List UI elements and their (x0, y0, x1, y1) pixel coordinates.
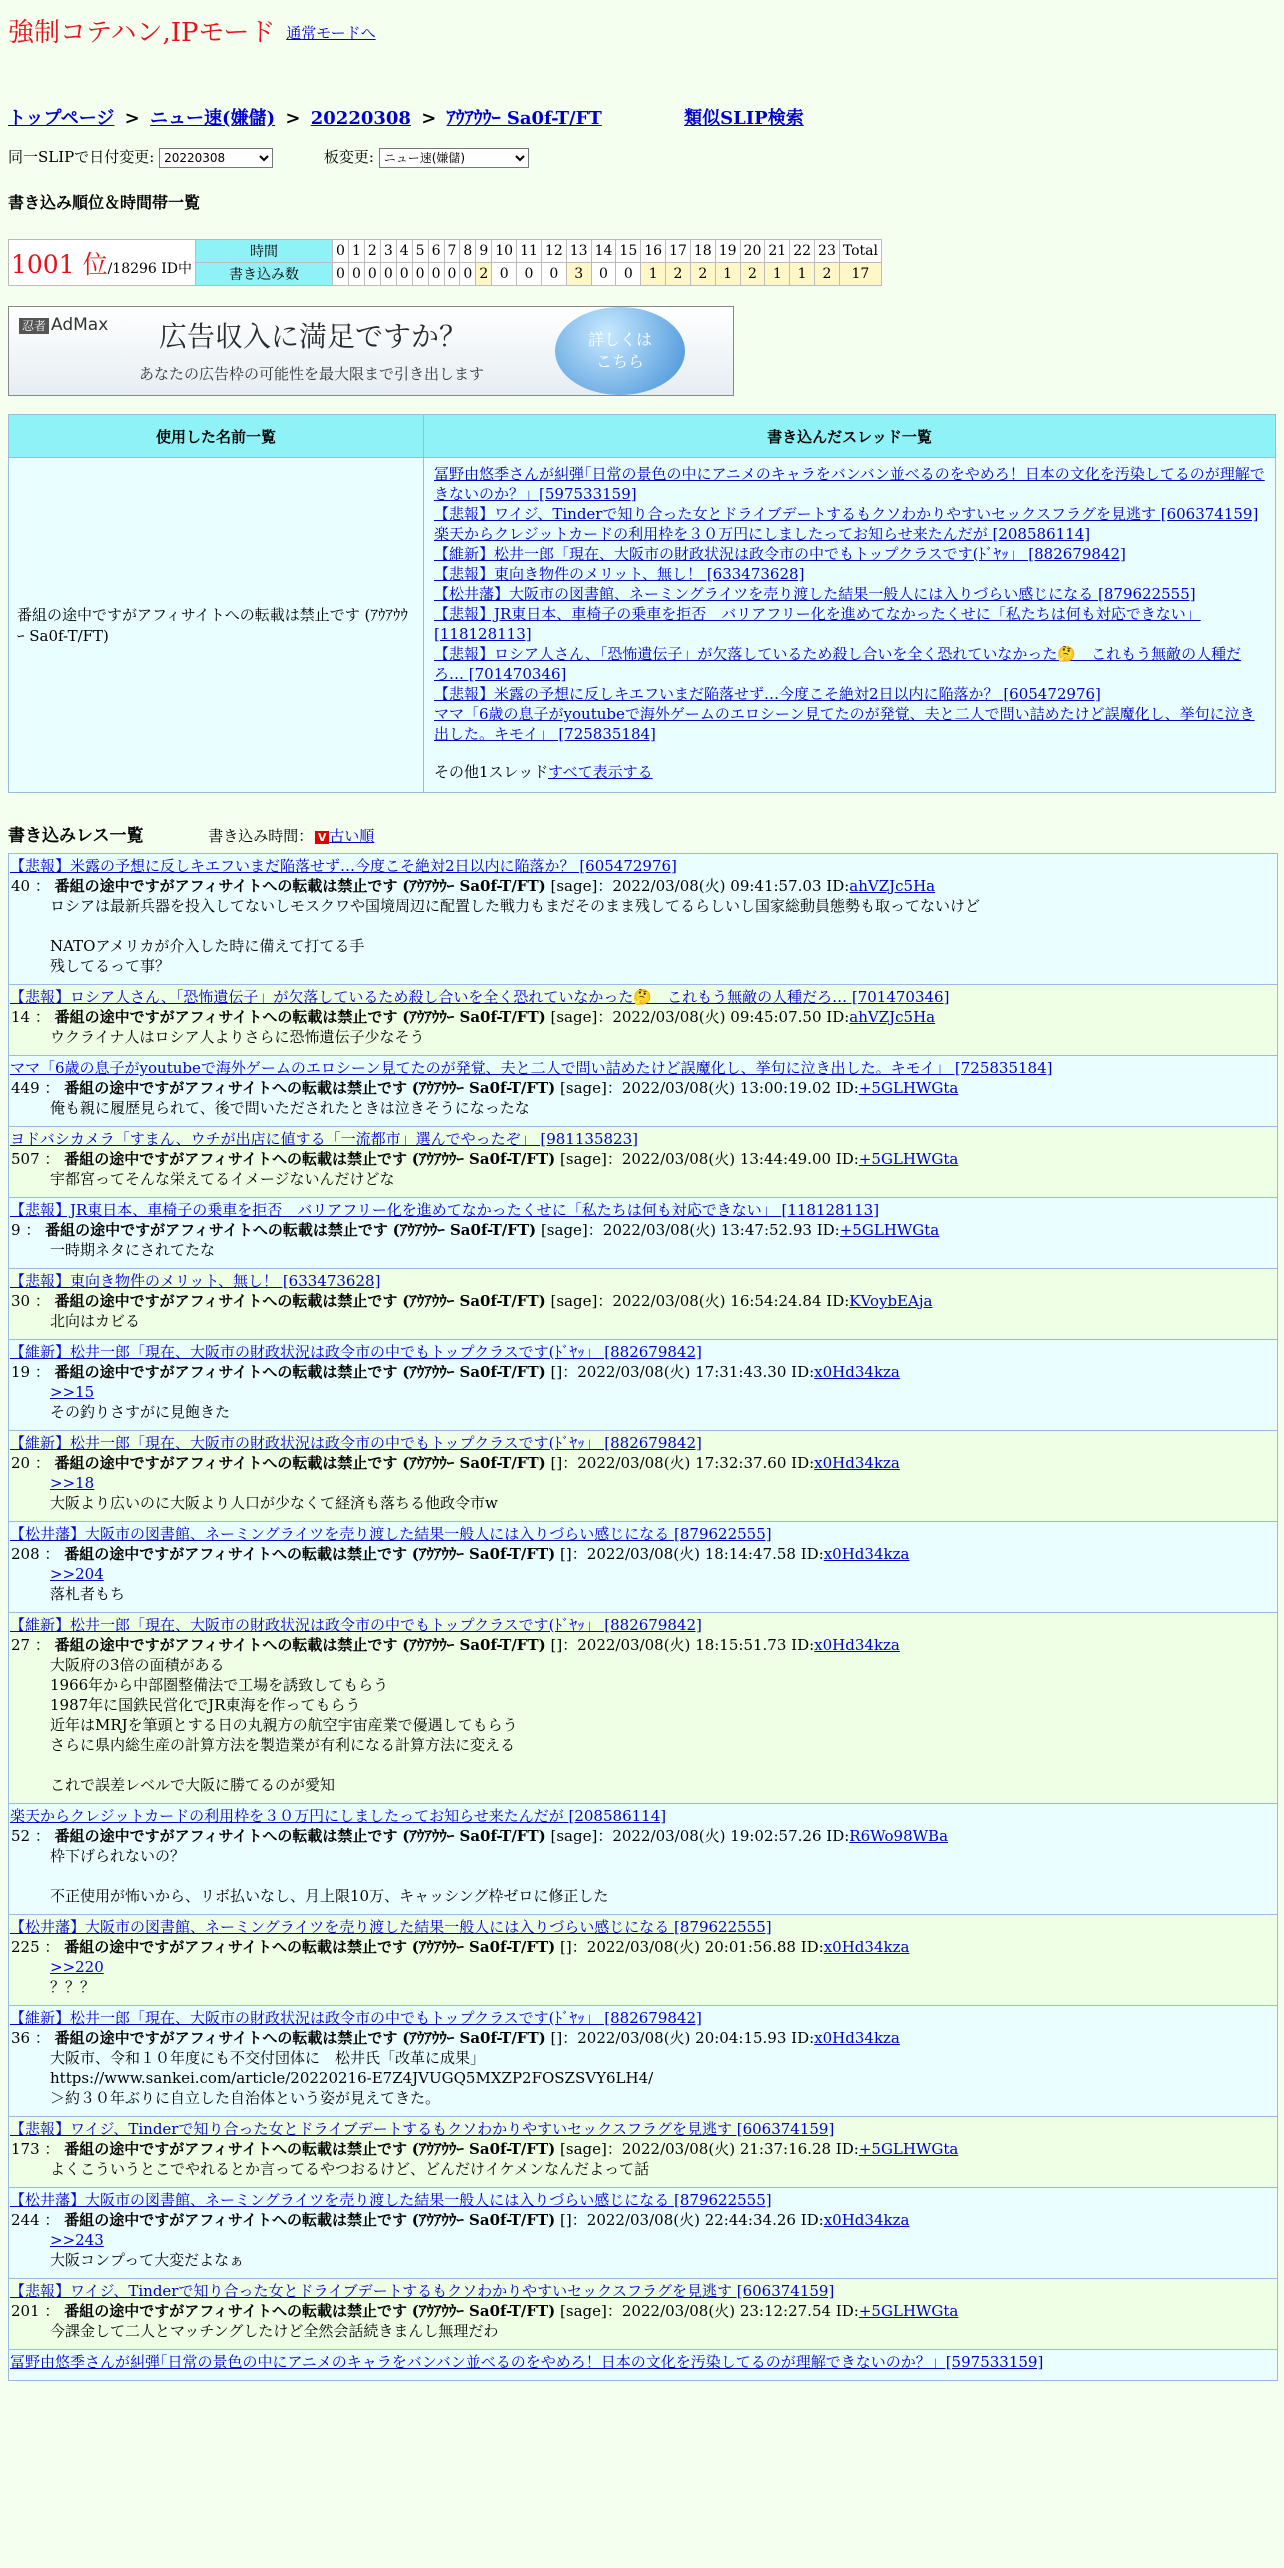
post-mail: [sage] (560, 1150, 607, 1168)
breadcrumb-top-link[interactable]: トップページ (8, 108, 115, 129)
post-slip: (ｱｳｱｳｳｰ Sa0f-T/FT) (411, 1545, 556, 1563)
post (8, 1613, 1278, 1804)
post-slip: (ｱｳｱｳｳｰ Sa0f-T/FT) (402, 1292, 546, 1310)
post-meta: 27 ： 番組の途中ですがアフィサイトへの転載は禁止です (ｱｳｱｳｳｰ Sa0f-T/FT) []：2022/03/08(火) 18:15:51.73 ID:x0Hd34kza (11, 1636, 900, 1654)
hour-cell: 0 (333, 240, 349, 263)
post-id-link[interactable]: x0Hd34kza (814, 2029, 900, 2047)
post (8, 1056, 1278, 1127)
post-body: ？？？ (50, 1978, 96, 1996)
post-number: 30 (11, 1292, 31, 1310)
post-number: 40 (11, 877, 31, 895)
count-cell: 0 (333, 263, 349, 286)
post-meta: 449 ： 番組の途中ですがアフィサイトへの転載は禁止です (ｱｳｱｳｳｰ Sa0f-T/FT) [sage]：2022/03/08(火) 13:00:19.02 ID:+5GLHWGta (11, 1079, 959, 1097)
count-cell: 2 (476, 263, 492, 286)
hour-cell: 1 (348, 240, 364, 263)
hour-cell: 11 (517, 240, 542, 263)
page-title: 強制コテハン,IPモード (8, 18, 276, 48)
post-number: 14 (11, 1008, 31, 1026)
post (8, 1804, 1278, 1915)
similar-slip-search-link[interactable]: 類似SLIP検索 (684, 108, 804, 129)
post-date: 2022/03/08(火) 23:12:27.54 ID: (621, 2302, 859, 2320)
ad-subtext: あなたの広告枠の可能性を最大限まで引き出します (139, 365, 485, 383)
post-mail: [] (550, 2029, 563, 2047)
advertisement-banner[interactable] (8, 306, 734, 396)
sort-oldest-link[interactable]: 古い順 (329, 827, 375, 845)
same-slip-date-select[interactable] (159, 148, 273, 168)
hour-cell: 17 (666, 240, 691, 263)
show-all-threads-link[interactable]: すべて表示する (547, 763, 653, 781)
hour-cell: 14 (591, 240, 616, 263)
post (8, 2279, 1278, 2350)
hour-cell: 4 (396, 240, 412, 263)
post-thread-link[interactable]: 【維新】松井一郎「現在、大阪市の財政状況は政令市の中でもトップクラスです(ﾄﾞﾔｯ」 [882679842] (10, 1343, 702, 1361)
thread-list (424, 458, 1276, 793)
post-mail: [sage] (560, 2302, 607, 2320)
post-thread-link[interactable]: 【悲報】ロシア人さん、「恐怖遺伝子」が欠落しているため殺し合いを全く恐れていなかった🤔 これもう無敵の人種だろ… [701470346] (10, 988, 950, 1006)
post-mail: [] (560, 1545, 572, 1563)
hour-cell: 22 (790, 240, 815, 263)
thread-link[interactable]: 【維新】松井一郎「現在、大阪市の財政状況は政令市の中でもトップクラスです(ﾄﾞﾔｯ」 [882679842] (434, 545, 1126, 563)
ad-logo-box: 忍者 (19, 318, 49, 334)
post-id-link[interactable]: ahVZJc5Ha (849, 1008, 936, 1026)
post-name: 番組の途中ですがアフィサイトへの転載は禁止です (64, 1938, 407, 1956)
selector-bar (8, 146, 1276, 174)
count-cell: 0 (364, 263, 380, 286)
thread-link[interactable]: 【悲報】ロシア人さん、「恐怖遺伝子」が欠落しているため殺し合いを全く恐れていなかった🤔 これもう無敵の人種だろ… [701470346] (434, 645, 1242, 683)
post-anchor-link[interactable]: >>243 (50, 2231, 104, 2249)
post-meta: 201 ： 番組の途中ですがアフィサイトへの転載は禁止です (ｱｳｱｳｳｰ Sa0f-T/FT) [sage]：2022/03/08(火) 23:12:27.54 ID:+5GLHWGta (11, 2302, 959, 2320)
post-mail: [] (550, 1363, 563, 1381)
sort-order (208, 827, 374, 845)
post-thread-link[interactable]: ママ「6歳の息子がyoutubeで海外ゲームのエロシーン見てたのが発覚、夫と二人で問い詰めたけど誤魔化し、挙句に泣き出した。キモイ」 [725835184] (10, 1059, 1053, 1077)
post-body: 今課金して二人とマッチングしたけど全然会話続きまんし無理だわ (50, 2322, 499, 2340)
post-id-link[interactable]: x0Hd34kza (823, 2211, 910, 2229)
count-cell: 1 (765, 263, 790, 286)
post-body: 一時期ネタにされてたな (50, 1241, 216, 1259)
used-names-header: 使用した名前一覧 (9, 415, 424, 458)
post (8, 1431, 1278, 1522)
hour-cell: Total (839, 240, 881, 263)
post-date: 2022/03/08(火) 18:14:47.58 ID: (586, 1545, 824, 1563)
post-id-link[interactable]: x0Hd34kza (814, 1363, 900, 1381)
count-cell: 2 (815, 263, 840, 286)
board-change-select[interactable] (379, 148, 529, 168)
post-number: 173 (11, 2140, 40, 2158)
count-cell: 0 (517, 263, 542, 286)
count-cell: 1 (641, 263, 666, 286)
ad-cta-label: 詳しくは こちら (587, 330, 652, 371)
hour-cell: 19 (715, 240, 740, 263)
post-name: 番組の途中ですがアフィサイトへの転載は禁止です (54, 1292, 398, 1310)
post-thread-link[interactable]: 【松井藩】大阪市の図書館、ネーミングライツを売り渡した結果一般人には入りづらい感じになる [879622555] (10, 1525, 772, 1543)
post-number: 507 (11, 1150, 40, 1168)
post-id-link[interactable]: +5GLHWGta (858, 2302, 959, 2320)
post (8, 2117, 1278, 2188)
count-cell: 3 (566, 263, 591, 286)
count-cell: 0 (396, 263, 412, 286)
post-number: 208 (11, 1545, 40, 1563)
post-mail: [] (550, 1636, 563, 1654)
count-cell: 0 (460, 263, 476, 286)
post-id-link[interactable]: x0Hd34kza (823, 1938, 910, 1956)
post-name: 番組の途中ですがアフィサイトへの転載は禁止です (64, 2302, 407, 2320)
count-cell: 0 (541, 263, 566, 286)
breadcrumb-separator: > (421, 108, 437, 129)
post (8, 2188, 1278, 2279)
post-mail: [] (560, 2211, 572, 2229)
post-number: 9 (11, 1221, 21, 1239)
post (8, 1915, 1278, 2006)
count-cell: 1 (790, 263, 815, 286)
post (8, 1198, 1278, 1269)
post-meta: 507 ： 番組の途中ですがアフィサイトへの転載は禁止です (ｱｳｱｳｳｰ Sa0f-T/FT) [sage]：2022/03/08(火) 13:44:49.00 ID:+5GLHWGta (11, 1150, 959, 1168)
post-mail: [sage] (560, 2140, 607, 2158)
post-name: 番組の途中ですがアフィサイトへの転載は禁止です (45, 1221, 388, 1239)
post (8, 854, 1278, 985)
thread-link[interactable]: 【悲報】ワイジ、Tinderで知り合った女とドライブデートするもクソわかりやすいセックスフラグを見逃す [606374159] (434, 505, 1259, 523)
post-id-link[interactable]: x0Hd34kza (823, 1545, 910, 1563)
post-body: 北向はカビる (50, 1312, 141, 1330)
post-meta: 52 ： 番組の途中ですがアフィサイトへの転載は禁止です (ｱｳｱｳｳｰ Sa0f-T/FT) [sage]：2022/03/08(火) 19:02:57.26 ID:R6Wo98WBa (11, 1827, 949, 1845)
hour-cell: 8 (460, 240, 476, 263)
rank-cell (9, 240, 196, 286)
post-thread-link[interactable]: 【悲報】ワイジ、Tinderで知り合った女とドライブデートするもクソわかりやすいセックスフラグを見逃す [606374159] (10, 2120, 835, 2138)
post-meta: 225 ： 番組の途中ですがアフィサイトへの転載は禁止です (ｱｳｱｳｳｰ Sa0f-T/FT) []：2022/03/08(火) 20:01:56.88 ID:x0Hd34kza (11, 1938, 910, 1956)
post-meta: 20 ： 番組の途中ですがアフィサイトへの転載は禁止です (ｱｳｱｳｳｰ Sa0f-T/FT) []：2022/03/08(火) 17:32:37.60 ID:x0Hd34kza (11, 1454, 900, 1472)
post-date: 2022/03/08(火) 13:44:49.00 ID: (621, 1150, 859, 1168)
hour-cell: 7 (444, 240, 460, 263)
post-slip: (ｱｳｱｳｳｰ Sa0f-T/FT) (402, 1008, 546, 1026)
ranking-title: 書き込み順位＆時間帯一覧 (8, 193, 201, 212)
post-name: 番組の途中ですがアフィサイトへの転載は禁止です (54, 2029, 398, 2047)
thread-link[interactable]: 【悲報】米露の予想に反しキエフいまだ陥落せず…今度こそ絶対2日以内に陥落か？ [605472976] (434, 685, 1101, 703)
hour-cell: 15 (616, 240, 641, 263)
post-thread-link[interactable]: 冨野由悠季さんが糾弾｢日常の景色の中にアニメのキャラをバンバン並べるのをやめろ！日本の文化を汚染してるのが理解できないのか？」[597533159] (10, 2353, 1044, 2371)
post-mail: [sage] (560, 1079, 607, 1097)
post-slip: (ｱｳｱｳｳｰ Sa0f-T/FT) (402, 1827, 546, 1845)
post-body: 大阪市、令和１０年度にも不交付団体に 松井氏「改革に成果」 https://www.sankei.com/article/20220216-E7Z4JVUGQ5MXZP2FOSZSVY6LH4/ ＞約３０年ぶりに自立した自治体という姿が見えてきた。 (50, 2049, 654, 2107)
post-thread-link[interactable]: 楽天からクレジットカードの利用枠を３０万円にしましたってお知らせ来たんだが [208586114] (10, 1807, 667, 1825)
post-body: ロシアは最新兵器を投入してないしモスクワや国境周辺に配置した戦力もまだそのまま残してるらしいし国家総動員態勢も取ってないけど NATOアメリカが介入した時に備えて打てる手 残してるって事？ (50, 897, 981, 975)
breadcrumb-separator: > (124, 108, 140, 129)
post-anchor-link[interactable]: >>18 (50, 1474, 95, 1492)
post-mail: [sage] (540, 1221, 588, 1239)
post-slip: (ｱｳｱｳｳｰ Sa0f-T/FT) (411, 1938, 556, 1956)
post-id-link[interactable]: +5GLHWGta (858, 1150, 959, 1168)
post-date: 2022/03/08(火) 22:44:34.26 ID: (586, 2211, 824, 2229)
post-number: 27 (11, 1636, 31, 1654)
count-cell: 0 (616, 263, 641, 286)
sort-down-icon: V (315, 831, 329, 844)
post-mail: [] (560, 1938, 572, 1956)
post-slip: (ｱｳｱｳｳｰ Sa0f-T/FT) (402, 877, 546, 895)
post-body: 落札者もち (50, 1585, 126, 1603)
breadcrumb-slip-link[interactable]: ｱｳｱｳｳｰ Sa0f-T/FT (446, 108, 602, 129)
count-row-label: 書き込み数 (196, 263, 333, 286)
hour-cell: 23 (815, 240, 840, 263)
same-slip-date-label: 同一SLIPで日付変更: (8, 148, 155, 166)
post-mail: [sage] (550, 1292, 598, 1310)
posts-header (8, 821, 1276, 845)
post-name: 番組の途中ですがアフィサイトへの転載は禁止です (64, 1150, 407, 1168)
post-date: 2022/03/08(火) 17:32:37.60 ID: (577, 1454, 815, 1472)
post-anchor-link[interactable]: >>204 (50, 1565, 104, 1583)
count-cell: 0 (492, 263, 517, 286)
post-id-link[interactable]: x0Hd34kza (814, 1636, 900, 1654)
sort-order-label: 書き込み時間： (208, 827, 314, 845)
thread-link[interactable]: 【悲報】JR東日本、車椅子の乗車を拒否 バリアフリー化を進めてなかったくせに「私たちは何も対応できない」 [118128113] (434, 605, 1201, 643)
count-cell: 2 (740, 263, 765, 286)
post-meta: 173 ： 番組の途中ですがアフィサイトへの転載は禁止です (ｱｳｱｳｳｰ Sa0f-T/FT) [sage]：2022/03/08(火) 21:37:16.28 ID:+5GLHWGta (11, 2140, 959, 2158)
post-date: 2022/03/08(火) 17:31:43.30 ID: (577, 1363, 815, 1381)
post (8, 1127, 1278, 1198)
post-number: 20 (11, 1454, 31, 1472)
post-slip: (ｱｳｱｳｳｰ Sa0f-T/FT) (411, 1079, 556, 1097)
post-name: 番組の途中ですがアフィサイトへの転載は禁止です (64, 2211, 407, 2229)
post-name: 番組の途中ですがアフィサイトへの転載は禁止です (54, 1363, 398, 1381)
post-mail: [sage] (550, 1827, 598, 1845)
hour-cell: 21 (765, 240, 790, 263)
post-slip: (ｱｳｱｳｳｰ Sa0f-T/FT) (411, 2211, 556, 2229)
count-cell: 17 (839, 263, 881, 286)
post-thread-link[interactable]: ヨドバシカメラ「すまん、ウチが出店に値する「一流都市」選んでやったぞ」 [981135823] (10, 1130, 638, 1148)
more-threads-text: その他1スレッド (434, 763, 548, 781)
post-meta: 9 ： 番組の途中ですがアフィサイトへの転載は禁止です (ｱｳｱｳｳｰ Sa0f-T/FT) [sage]：2022/03/08(火) 13:47:52.93 ID:+5GLHWGta (11, 1221, 940, 1239)
post-number: 201 (11, 2302, 40, 2320)
post-id-link[interactable]: R6Wo98WBa (849, 1827, 949, 1845)
count-cell: 0 (591, 263, 616, 286)
thread-link[interactable]: 【松井藩】大阪市の図書館、ネーミングライツを売り渡した結果一般人には入りづらい感じになる [879622555] (434, 585, 1196, 603)
post-meta: 19 ： 番組の途中ですがアフィサイトへの転載は禁止です (ｱｳｱｳｳｰ Sa0f-T/FT) []：2022/03/08(火) 17:31:43.30 ID:x0Hd34kza (11, 1363, 900, 1381)
count-cell: 0 (444, 263, 460, 286)
post-date: 2022/03/08(火) 13:47:52.93 ID: (602, 1221, 840, 1239)
post-date: 2022/03/08(火) 09:45:07.50 ID: (612, 1008, 850, 1026)
post-meta: 208 ： 番組の途中ですがアフィサイトへの転載は禁止です (ｱｳｱｳｳｰ Sa0f-T/FT) []：2022/03/08(火) 18:14:47.58 ID:x0Hd34kza (11, 1545, 910, 1563)
hour-cell: 18 (690, 240, 715, 263)
page-header (8, 12, 1276, 46)
post-meta: 30 ： 番組の途中ですがアフィサイトへの転載は禁止です (ｱｳｱｳｳｰ Sa0f-T/FT) [sage]：2022/03/08(火) 16:54:24.84 ID:KVoybEAja (11, 1292, 933, 1310)
post-date: 2022/03/08(火) 21:37:16.28 ID: (621, 2140, 859, 2158)
post-slip: (ｱｳｱｳｳｰ Sa0f-T/FT) (411, 2140, 556, 2158)
post (8, 1340, 1278, 1431)
post-body: 大阪より広いのに大阪より人口が少なくて経済も落ちる他政令市w (50, 1494, 498, 1512)
post-date: 2022/03/08(火) 18:15:51.73 ID: (577, 1636, 815, 1654)
hour-cell: 10 (492, 240, 517, 263)
post-id-link[interactable]: +5GLHWGta (858, 2140, 959, 2158)
post-number: 36 (11, 2029, 31, 2047)
ad-logo (19, 315, 108, 335)
post-date: 2022/03/08(火) 16:54:24.84 ID: (612, 1292, 850, 1310)
breadcrumb (8, 104, 1276, 134)
post-slip: (ｱｳｱｳｳｰ Sa0f-T/FT) (402, 2029, 546, 2047)
posts-title: 書き込みレス一覧 (8, 826, 144, 846)
post (8, 1522, 1278, 1613)
post-name: 番組の途中ですがアフィサイトへの転載は禁止です (54, 1827, 398, 1845)
hour-cell: 2 (364, 240, 380, 263)
post-number: 449 (11, 1079, 40, 1097)
ad-logo-text: AdMax (51, 315, 109, 335)
count-cell: 0 (380, 263, 396, 286)
post-id-link[interactable]: ahVZJc5Ha (849, 877, 936, 895)
post-meta: 244 ： 番組の途中ですがアフィサイトへの転載は禁止です (ｱｳｱｳｳｰ Sa0f-T/FT) []：2022/03/08(火) 22:44:34.26 ID:x0Hd34kza (11, 2211, 910, 2229)
rank-value: 1001 位 (11, 249, 108, 279)
hour-cell: 9 (476, 240, 492, 263)
post-mail: [sage] (550, 877, 598, 895)
post-date: 2022/03/08(火) 13:00:19.02 ID: (621, 1079, 859, 1097)
post-thread-link[interactable]: 【悲報】米露の予想に反しキエフいまだ陥落せず…今度こそ絶対2日以内に陥落か？ [605472976] (10, 857, 677, 875)
ranking-hour-row (9, 240, 882, 263)
post-name: 番組の途中ですがアフィサイトへの転載は禁止です (64, 1545, 407, 1563)
post-meta: 40 ： 番組の途中ですがアフィサイトへの転載は禁止です (ｱｳｱｳｳｰ Sa0f-T/FT) [sage]：2022/03/08(火) 09:41:57.03 ID:ahVZJc5Ha (11, 877, 936, 895)
board-change-label: 板変更: (323, 148, 374, 166)
names-threads-table (8, 414, 1276, 793)
post-slip: (ｱｳｱｳｳｰ Sa0f-T/FT) (392, 1221, 537, 1239)
post-date: 2022/03/08(火) 20:04:15.93 ID: (577, 2029, 815, 2047)
rank-total-ids: /18296 ID中 (107, 260, 193, 277)
count-cell: 0 (428, 263, 444, 286)
post-name: 番組の途中ですがアフィサイトへの転載は禁止です (54, 877, 398, 895)
post-name: 番組の途中ですがアフィサイトへの転載は禁止です (64, 1079, 407, 1097)
thread-link[interactable]: ママ「6歳の息子がyoutubeで海外ゲームのエロシーン見てたのが発覚、夫と二人で問い詰めたけど誤魔化し、挙句に泣き出した。キモイ」 [725835184] (434, 705, 1255, 743)
post (8, 2006, 1278, 2117)
count-cell: 0 (348, 263, 364, 286)
post-slip: (ｱｳｱｳｳｰ Sa0f-T/FT) (411, 1150, 556, 1168)
hour-cell: 3 (380, 240, 396, 263)
post-number: 52 (11, 1827, 31, 1845)
hour-cell: 16 (641, 240, 666, 263)
post-thread-link[interactable]: 【維新】松井一郎「現在、大阪市の財政状況は政令市の中でもトップクラスです(ﾄﾞﾔｯ」 [882679842] (10, 2009, 702, 2027)
post (8, 985, 1278, 1056)
post-anchor-link[interactable]: >>220 (50, 1958, 104, 1976)
count-cell: 2 (666, 263, 691, 286)
post-slip: (ｱｳｱｳｳｰ Sa0f-T/FT) (402, 1363, 546, 1381)
threads-header: 書き込んだスレッド一覧 (424, 415, 1276, 458)
used-name: 番組の途中ですがアフィサイトへの転載は禁止です (ｱｳｱｳｳｰ Sa0f-T/FT) (9, 458, 424, 793)
ad-cta-button[interactable] (555, 307, 685, 395)
post-meta: 36 ： 番組の途中ですがアフィサイトへの転載は禁止です (ｱｳｱｳｳｰ Sa0f-T/FT) []：2022/03/08(火) 20:04:15.93 ID:x0Hd34kza (11, 2029, 900, 2047)
post-thread-link[interactable]: 【松井藩】大阪市の図書館、ネーミングライツを売り渡した結果一般人には入りづらい感じになる [879622555] (10, 1918, 772, 1936)
hour-cell: 6 (428, 240, 444, 263)
hour-cell: 12 (541, 240, 566, 263)
post-number: 19 (11, 1363, 31, 1381)
ad-headline: 広告収入に満足ですか？ (159, 320, 468, 353)
post-name: 番組の途中ですがアフィサイトへの転載は禁止です (54, 1636, 398, 1654)
more-threads (434, 762, 1265, 782)
post-slip: (ｱｳｱｳｳｰ Sa0f-T/FT) (411, 2302, 556, 2320)
post-id-link[interactable]: x0Hd34kza (814, 1454, 900, 1472)
post-date: 2022/03/08(火) 20:01:56.88 ID: (586, 1938, 824, 1956)
hour-cell: 13 (566, 240, 591, 263)
post-anchor-link[interactable]: >>15 (50, 1383, 95, 1401)
hour-cell: 20 (740, 240, 765, 263)
post-body: ウクライナ人はロシア人よりさらに恐怖遺伝子少なそう (50, 1028, 425, 1046)
thread-link[interactable]: 楽天からクレジットカードの利用枠を３０万円にしましたってお知らせ来たんだが [208586114] (434, 525, 1091, 543)
post-number: 225 (11, 1938, 40, 1956)
post-body: 俺も親に履歴見られて、後で問いただされたときは泣きそうになったな (50, 1099, 530, 1117)
count-cell: 0 (412, 263, 428, 286)
post-slip: (ｱｳｱｳｳｰ Sa0f-T/FT) (402, 1454, 546, 1472)
post-thread-link[interactable]: 【維新】松井一郎「現在、大阪市の財政状況は政令市の中でもトップクラスです(ﾄﾞﾔｯ」 [882679842] (10, 1434, 702, 1452)
breadcrumb-board-link[interactable]: ニュー速(嫌儲) (150, 108, 276, 129)
hour-row-label: 時間 (196, 240, 333, 263)
post-date: 2022/03/08(火) 19:02:57.26 ID: (612, 1827, 850, 1845)
normal-mode-link[interactable]: 通常モードへ (286, 24, 376, 42)
post-body: 宇都宮ってそんな栄えてるイメージないんだけどな (50, 1170, 395, 1188)
post-number: 244 (11, 2211, 40, 2229)
post-body: その釣りさすがに見飽きた (50, 1403, 231, 1421)
post-body: よくこういうとこでやれるとか言ってるやつおるけど、どんだけイケメンなんだよって話 (50, 2160, 650, 2178)
post-name: 番組の途中ですがアフィサイトへの転載は禁止です (54, 1454, 398, 1472)
post-body: 大阪府の3倍の面積がある 1966年から中部圏整備法で工場を誘致してもらう 1987年に国鉄民営化でJR東海を作ってもらう 近年はMRJを筆頭とする日の丸親方の航空宇宙産業で優遇してもらう さらに県内総生産の計算方法を製造業が有利になる計算方法に変える これで誤差レベルで大阪に勝てるのが愛知 (50, 1656, 518, 1794)
post-mail: [sage] (550, 1008, 598, 1026)
post-thread-link[interactable]: 【松井藩】大阪市の図書館、ネーミングライツを売り渡した結果一般人には入りづらい感じになる [879622555] (10, 2191, 772, 2209)
post-body: 枠下げられないの？ 不正使用が怖いから、リボ払いなし、月上限10万、キャッシング枠ゼロに修正した (50, 1847, 609, 1905)
breadcrumb-date-link[interactable]: 20220308 (310, 108, 411, 129)
post (8, 2350, 1278, 2381)
hour-cell: 5 (412, 240, 428, 263)
post-slip: (ｱｳｱｳｳｰ Sa0f-T/FT) (402, 1636, 546, 1654)
post-list (8, 853, 1278, 2381)
post-name: 番組の途中ですがアフィサイトへの転載は禁止です (54, 1008, 398, 1026)
post-mail: [] (550, 1454, 563, 1472)
post-name: 番組の途中ですがアフィサイトへの転載は禁止です (64, 2140, 407, 2158)
post-thread-link[interactable]: 【維新】松井一郎「現在、大阪市の財政状況は政令市の中でもトップクラスです(ﾄﾞﾔｯ」 [882679842] (10, 1616, 702, 1634)
thread-link[interactable]: 冨野由悠季さんが糾弾｢日常の景色の中にアニメのキャラをバンバン並べるのをやめろ！日本の文化を汚染してるのが理解できないのか？」[597533159] (434, 465, 1265, 503)
ranking-table (8, 239, 882, 286)
post-id-link[interactable]: +5GLHWGta (858, 1079, 959, 1097)
post-meta: 14 ： 番組の途中ですがアフィサイトへの転載は禁止です (ｱｳｱｳｳｰ Sa0f-T/FT) [sage]：2022/03/08(火) 09:45:07.50 ID:ahVZJc5Ha (11, 1008, 936, 1026)
thread-link[interactable]: 【悲報】東向き物件のメリット、無し！ [633473628] (434, 565, 805, 583)
post-body: 大阪コンプって大変だよなぁ (50, 2251, 245, 2269)
post-date: 2022/03/08(火) 09:41:57.03 ID: (612, 877, 850, 895)
post-thread-link[interactable]: 【悲報】ワイジ、Tinderで知り合った女とドライブデートするもクソわかりやすいセックスフラグを見逃す [606374159] (10, 2282, 835, 2300)
breadcrumb-separator: > (285, 108, 301, 129)
post (8, 1269, 1278, 1340)
post-thread-link[interactable]: 【悲報】東向き物件のメリット、無し！ [633473628] (10, 1272, 381, 1290)
post-thread-link[interactable]: 【悲報】JR東日本、車椅子の乗車を拒否 バリアフリー化を進めてなかったくせに「私たちは何も対応できない」 [118128113] (10, 1201, 880, 1219)
post-id-link[interactable]: KVoybEAja (849, 1292, 933, 1310)
count-cell: 1 (715, 263, 740, 286)
post-id-link[interactable]: +5GLHWGta (839, 1221, 940, 1239)
count-cell: 2 (690, 263, 715, 286)
